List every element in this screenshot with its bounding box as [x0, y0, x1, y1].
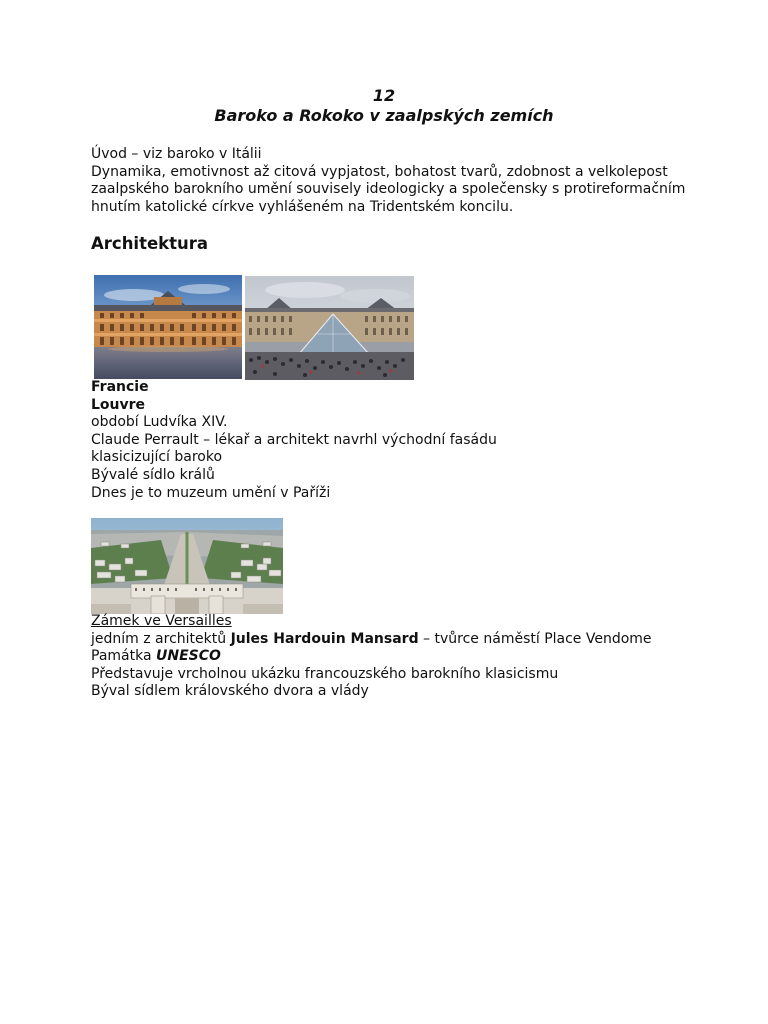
intro-line: Úvod – viz baroko v Itálii: [91, 146, 262, 162]
unesco-label: UNESCO: [156, 648, 221, 665]
louvre-section: [91, 379, 691, 502]
louvre-line: klasicizující baroko: [91, 449, 223, 466]
louvre-courtyard-photo: [94, 275, 242, 379]
versailles-line: Představuje vrcholnou ukázku francouzského barokního klasicismu: [91, 665, 559, 682]
intro-line: Dynamika, emotivnost až citová vypjatost, bohatost tvarů, zdobnost a velkolepost: [91, 163, 668, 180]
architect-suffix: – tvůrce náměstí Place Vendome: [418, 630, 652, 647]
louvre-line: Bývalé sídlo králů: [91, 466, 215, 483]
louvre-line: Claude Perrault – lékař a architekt navrhl východní fasádu: [91, 431, 497, 448]
chapter-number: 12: [372, 86, 396, 105]
chapter-title: Baroko a Rokoko v zaalpských zemích: [214, 106, 554, 125]
louvre-pyramid-photo: [245, 276, 414, 380]
country-label: Francie: [91, 379, 149, 395]
louvre-line: Dnes je to muzeum umění v Paříži: [91, 484, 331, 501]
louvre-line: období Ludvíka XIV.: [91, 414, 228, 431]
monument-prefix: Památka: [91, 648, 156, 665]
architect-prefix: jedním z architektů: [91, 630, 231, 647]
versailles-aerial-photo: [91, 518, 283, 614]
intro-line: hnutím katolické církve vyhlášeném na Tridentském koncilu.: [91, 198, 514, 215]
versailles-line: Býval sídlem královského dvora a vlády: [91, 683, 369, 700]
building-name: Louvre: [91, 396, 146, 413]
building-name: Zámek ve Versailles: [91, 613, 232, 629]
architect-name: Jules Hardouin Mansard: [230, 630, 419, 647]
section-heading: Architektura: [91, 234, 209, 253]
intro-paragraph: [91, 146, 691, 216]
monument-line: [91, 648, 691, 666]
architect-line: [91, 631, 691, 649]
versailles-section: [91, 613, 691, 701]
intro-line: zaalpského barokního umění souvisely ideologicky a společensky s protireformačním: [91, 181, 686, 198]
